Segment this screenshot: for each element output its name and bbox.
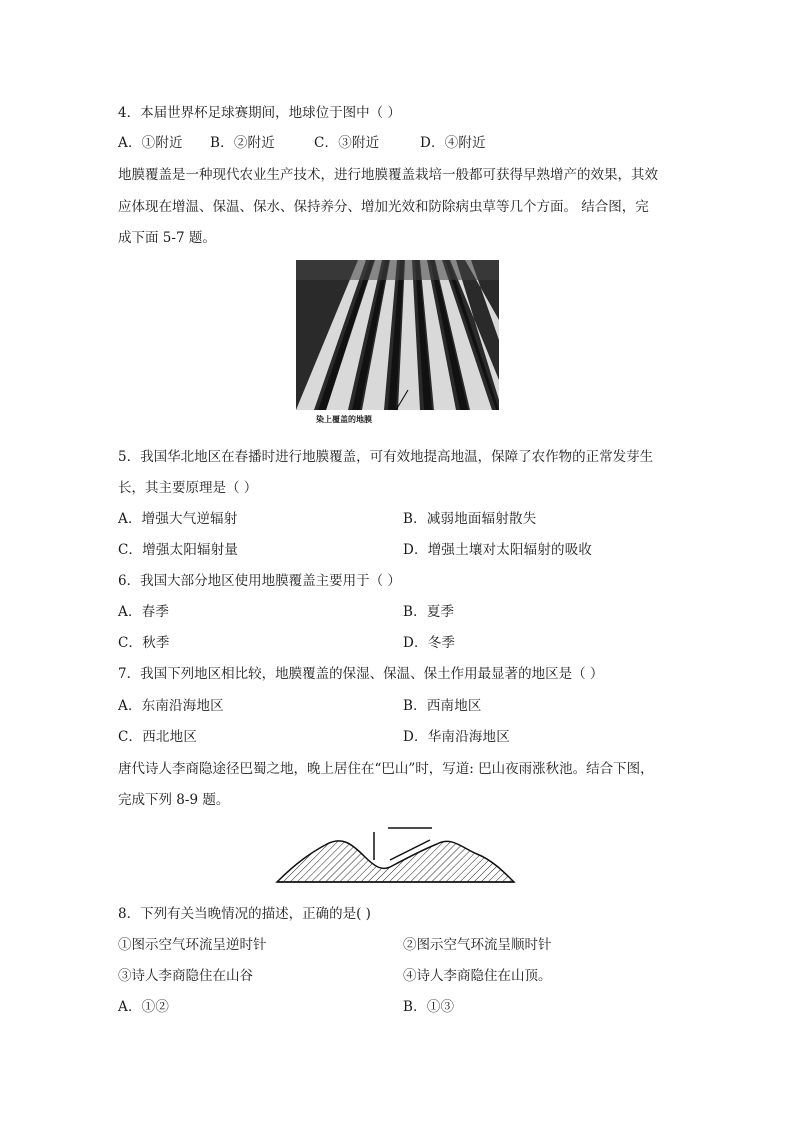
q4-option-a: A．①附近: [118, 135, 183, 151]
q7-option-c: C．西北地区: [118, 729, 198, 745]
q5-option-c: C．增强太阳辐射量: [118, 542, 239, 558]
q5-option-a: A．增强大气逆辐射: [118, 511, 238, 527]
q8-statement-4: ④诗人李商隐住在山顶。: [403, 968, 552, 984]
q7-option-b: B．西南地区: [403, 698, 482, 714]
q5-option-d: D．增强土壤对太阳辐射的吸收: [403, 542, 593, 558]
q6-option-b: B．夏季: [403, 604, 455, 620]
q7-stem: 7．我国下列地区相比较，地膜覆盖的保湿、保温、保土作用最显著的地区是（ ）: [118, 666, 604, 682]
q8-stem: 8．下列有关当晚情况的描述，正确的是( ): [118, 906, 371, 922]
q6-option-c: C．秋季: [118, 635, 170, 651]
q4-stem: 4．本届世界杯足球赛期间，地球位于图中（ ）: [118, 105, 401, 121]
q4-option-c: C．③附近: [314, 135, 380, 151]
q6-option-a: A．春季: [118, 604, 170, 620]
q7-option-d: D．华南沿海地区: [403, 729, 510, 745]
q8-statement-1: ①图示空气环流呈逆时针: [118, 937, 267, 953]
q7-option-a: A．东南沿海地区: [118, 698, 224, 714]
passage1-line-1: 地膜覆盖是一种现代农业生产技术，进行地膜覆盖栽培一般都可获得早熟增产的效果，其效: [118, 167, 658, 183]
passage1-line-2: 应体现在增温、保温、保水、保持养分、增加光效和防除病虫草等几个方面。 结合图，完: [118, 199, 649, 215]
q8-statement-3: ③诗人李商隐住在山谷: [118, 968, 253, 984]
q8-option-a: A．①②: [118, 999, 170, 1015]
passage1-line-3: 成下面 5-7 题。: [118, 230, 216, 246]
q4-option-b: B．②附近: [210, 135, 275, 151]
valley-terrain-diagram: [272, 822, 522, 888]
q5-option-b: B．减弱地面辐射散失: [403, 511, 537, 527]
passage2-line-2: 完成下列 8-9 题。: [118, 792, 230, 808]
q4-option-d: D．④附近: [420, 135, 486, 151]
photo-caption: 染上覆盖的地膜: [316, 415, 372, 424]
passage2-line-1: 唐代诗人李商隐途径巴蜀之地，晚上居住在“巴山”时，写道: 巴山夜雨涨秋池。结合下图，: [118, 761, 654, 777]
q6-option-d: D．冬季: [403, 635, 456, 651]
q5-stem-line-2: 长，其主要原理是（ ）: [118, 480, 258, 496]
mulch-film-photo: [296, 260, 499, 410]
q5-stem-line-1: 5．我国华北地区在春播时进行地膜覆盖，可有效地提高地温，保障了农作物的正常发芽生: [118, 449, 654, 465]
q8-option-b: B．①③: [403, 999, 455, 1015]
q8-statement-2: ②图示空气环流呈顺时针: [403, 937, 552, 953]
q6-stem: 6．我国大部分地区使用地膜覆盖主要用于（ ）: [118, 573, 401, 589]
